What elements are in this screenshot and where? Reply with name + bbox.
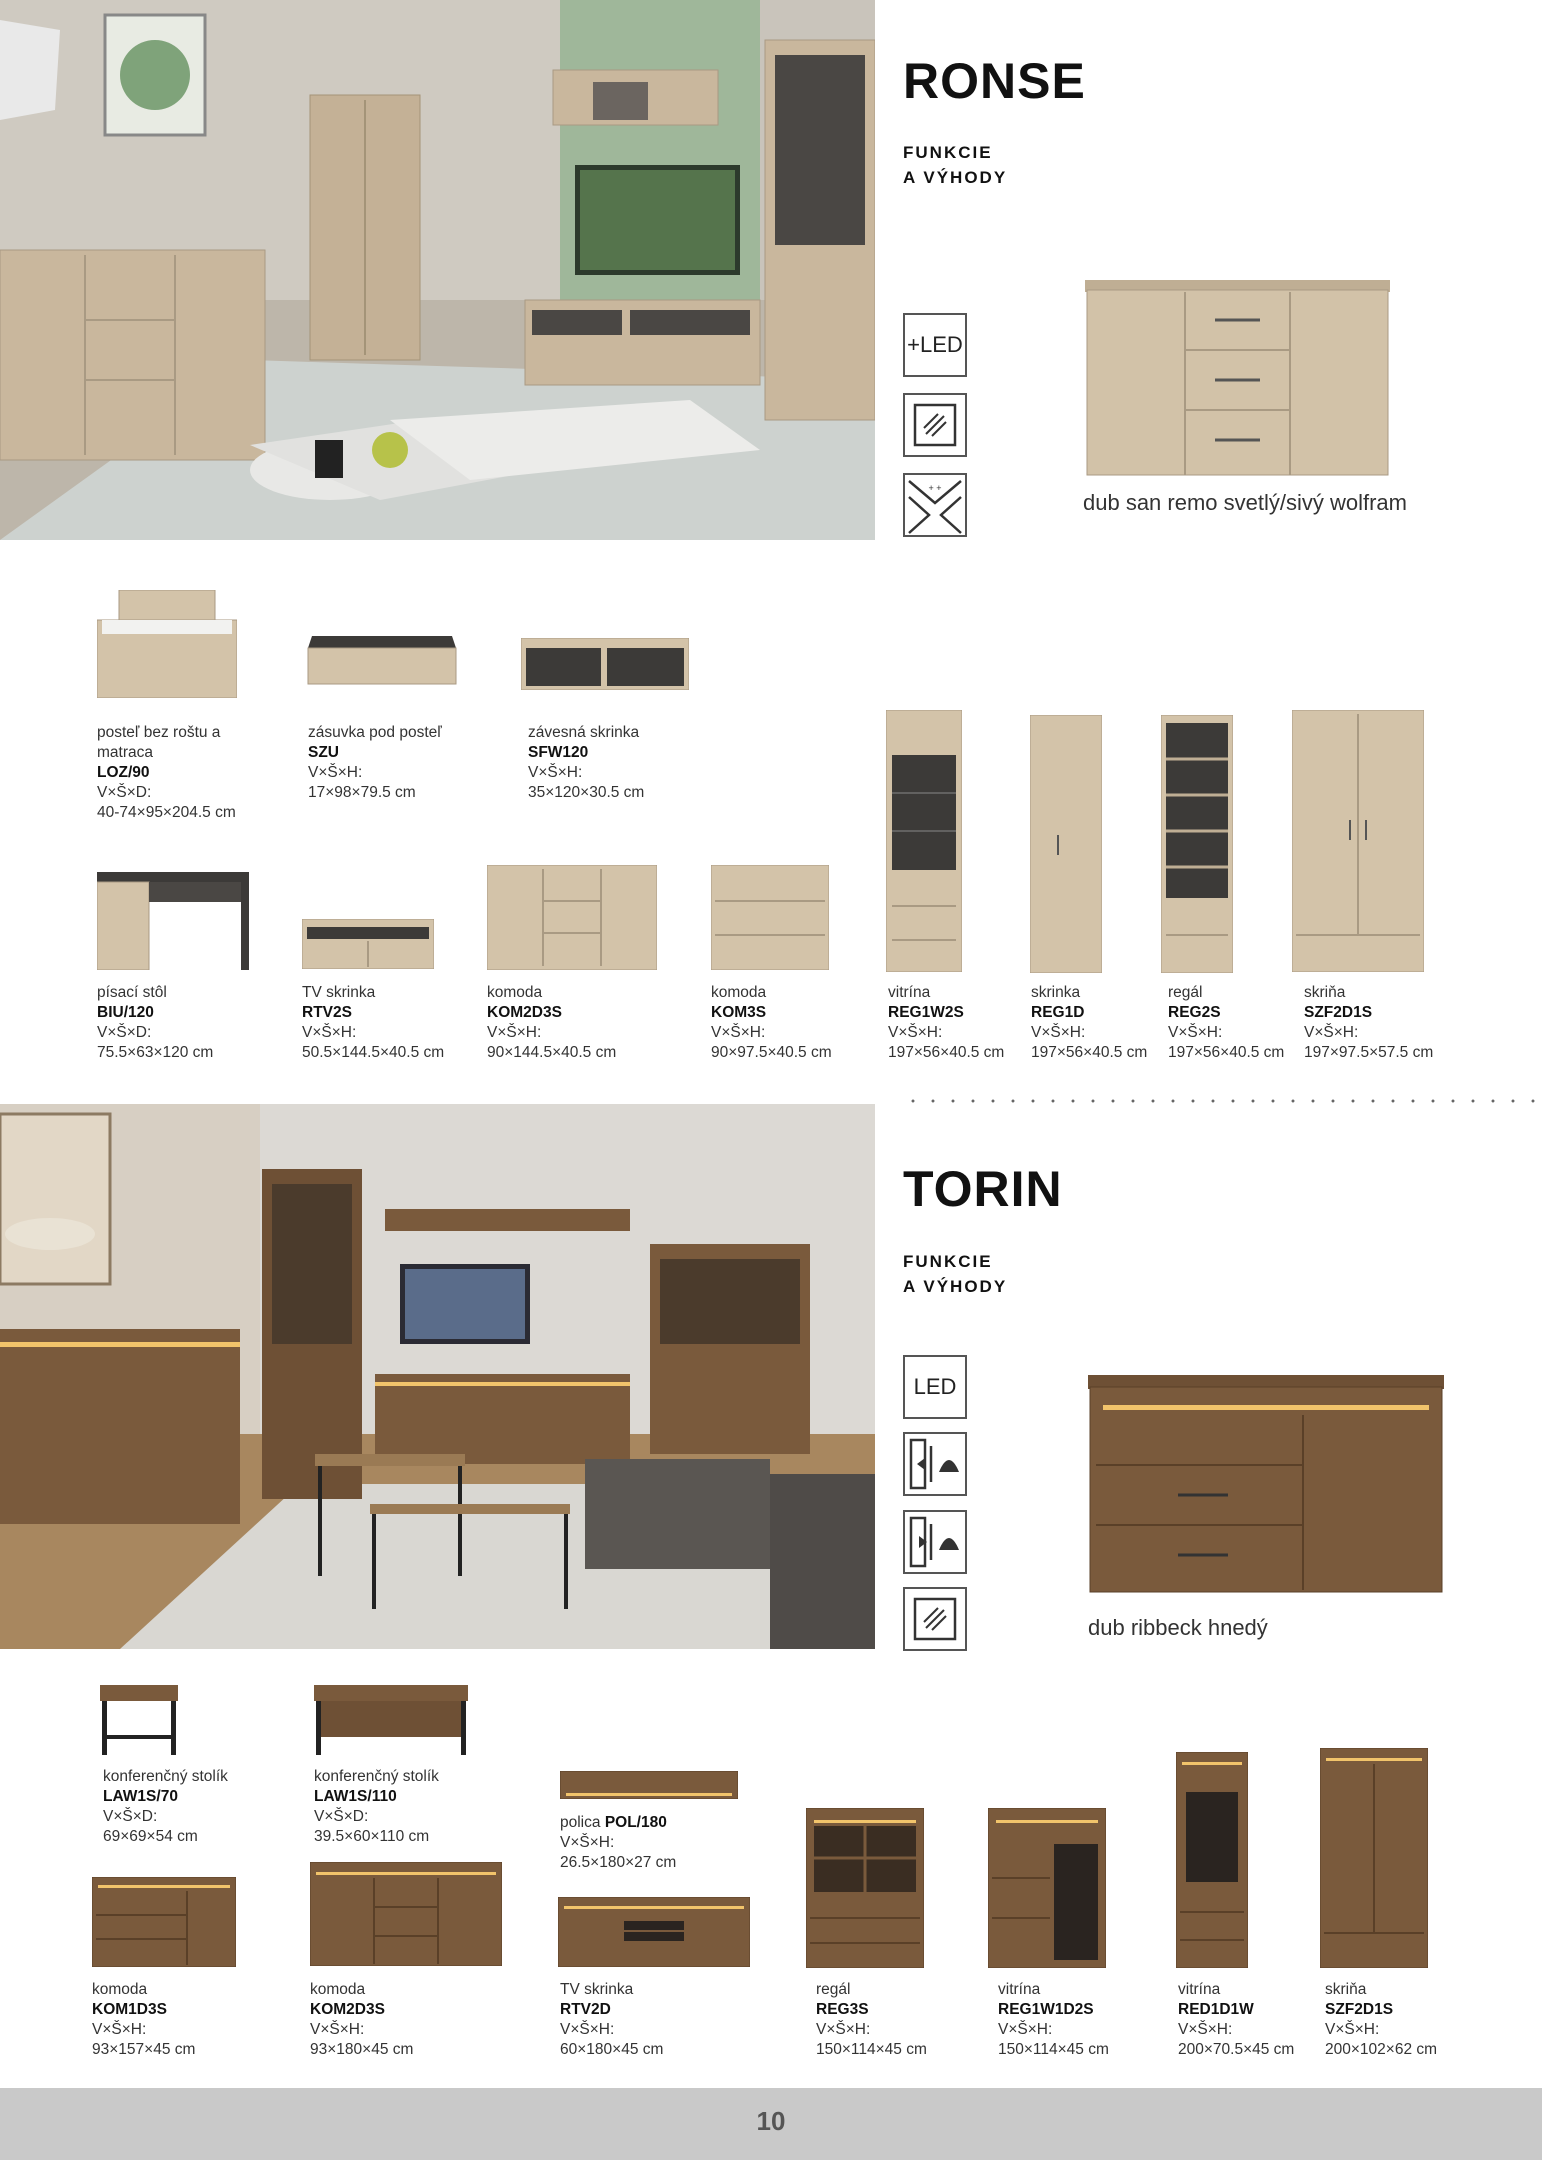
item-dims: 197×56×40.5 cm bbox=[888, 1044, 1005, 1061]
item-code: LAW1S/70 bbox=[103, 1788, 178, 1805]
torin-room-photo bbox=[0, 1104, 875, 1649]
torin-coffee-table-large-image bbox=[314, 1685, 468, 1760]
torin-chest-small-image bbox=[92, 1877, 236, 1972]
item-name: komoda bbox=[92, 1981, 148, 1998]
torin-features-line2: A VÝHODY bbox=[903, 1277, 1008, 1296]
item-dim-label: V×Š×D: bbox=[97, 784, 152, 801]
item-name: skrinka bbox=[1031, 984, 1081, 1001]
item-dim-label: V×Š×H: bbox=[310, 2021, 365, 2038]
item-dim-label: V×Š×D: bbox=[97, 1024, 152, 1041]
item-name: závesná skrinka bbox=[528, 724, 640, 741]
torin-item-vitrine-tall bbox=[1178, 1980, 1294, 2060]
torin-item-wardrobe bbox=[1325, 1980, 1437, 2060]
item-dim-label: V×Š×H: bbox=[1304, 1024, 1359, 1041]
ronse-chest-image bbox=[711, 865, 829, 975]
ronse-vitrine-image bbox=[886, 710, 962, 977]
item-name: posteľ bez roštu a bbox=[97, 724, 221, 741]
ronse-item-wardrobe bbox=[1304, 983, 1433, 1063]
item-code: SFW120 bbox=[528, 744, 589, 761]
ronse-item-wall-cabinet bbox=[528, 723, 644, 803]
led-icon-label: LED bbox=[913, 1374, 957, 1399]
item-dim-label: V×Š×H: bbox=[528, 764, 583, 781]
torin-wall-shelf-image bbox=[560, 1771, 738, 1804]
torin-tv-cabinet-image bbox=[558, 1897, 750, 1972]
item-dim-label: V×Š×H: bbox=[888, 1024, 943, 1041]
item-dim-label: V×Š×H: bbox=[998, 2021, 1053, 2038]
item-dim-label: V×Š×H: bbox=[1178, 2021, 1233, 2038]
torin-sideboard-finish-image bbox=[1088, 1375, 1444, 1602]
item-name: TV skrinka bbox=[560, 1981, 634, 1998]
item-dims: 17×98×79.5 cm bbox=[308, 784, 416, 801]
item-name: písací stôl bbox=[97, 984, 167, 1001]
item-dims: 197×97.5×57.5 cm bbox=[1304, 1044, 1434, 1061]
item-dim-label: V×Š×H: bbox=[711, 1024, 766, 1041]
glass-icon bbox=[903, 1587, 967, 1651]
ronse-wardrobe-image bbox=[1292, 710, 1424, 977]
item-dims: 50.5×144.5×40.5 cm bbox=[302, 1044, 445, 1061]
ronse-item-vitrine bbox=[888, 983, 1004, 1063]
led-icon-label: +LED bbox=[907, 332, 963, 357]
item-dims: 197×56×40.5 cm bbox=[1168, 1044, 1285, 1061]
ronse-item-tv-cabinet bbox=[302, 983, 444, 1063]
torin-item-chest-large bbox=[310, 1980, 413, 2060]
ronse-item-cabinet bbox=[1031, 983, 1147, 1063]
ronse-features-line2: A VÝHODY bbox=[903, 168, 1008, 187]
ronse-desk-image bbox=[97, 872, 249, 975]
item-code: KOM2D3S bbox=[310, 2001, 385, 2018]
item-name: komoda bbox=[711, 984, 767, 1001]
torin-chest-large-image bbox=[310, 1862, 502, 1971]
item-dims: 150×114×45 cm bbox=[816, 2041, 927, 2058]
item-dims: 90×97.5×40.5 cm bbox=[711, 1044, 832, 1061]
item-dims: 40-74×95×204.5 cm bbox=[97, 804, 236, 821]
torin-item-vitrine-wide bbox=[998, 1980, 1109, 2060]
item-code: KOM3S bbox=[711, 1004, 767, 1021]
item-name: komoda bbox=[310, 1981, 366, 1998]
item-code: SZF2D1S bbox=[1325, 2001, 1394, 2018]
item-code: REG1D bbox=[1031, 1004, 1085, 1021]
item-name: vitrína bbox=[888, 984, 931, 1001]
item-code: KOM1D3S bbox=[92, 2001, 167, 2018]
item-code: REG1W2S bbox=[888, 1004, 964, 1021]
torin-coffee-table-small-image bbox=[100, 1685, 178, 1760]
torin-item-wall-shelf bbox=[560, 1813, 676, 1873]
item-dims: 39.5×60×110 cm bbox=[314, 1828, 430, 1845]
ronse-room-photo bbox=[0, 0, 875, 540]
soft-close-icon bbox=[903, 1432, 967, 1496]
item-name: zásuvka pod posteľ bbox=[308, 724, 442, 741]
item-dims: 150×114×45 cm bbox=[998, 2041, 1109, 2058]
mounting-hook-icon bbox=[903, 473, 967, 537]
ronse-item-bed-drawer bbox=[308, 723, 442, 803]
item-name: polica bbox=[560, 1814, 605, 1831]
item-code: LOZ/90 bbox=[97, 764, 150, 781]
svg-text:+ +: + + bbox=[928, 483, 942, 493]
ronse-bed-drawer-image bbox=[306, 636, 458, 691]
ronse-item-shelf-unit bbox=[1168, 983, 1284, 1063]
torin-vitrine-wide-image bbox=[988, 1808, 1106, 1973]
item-code: BIU/120 bbox=[97, 1004, 154, 1021]
item-name: skriňa bbox=[1325, 1981, 1367, 1998]
torin-features-heading bbox=[903, 1249, 1007, 1299]
item-dims: 35×120×30.5 cm bbox=[528, 784, 645, 801]
item-dims: 60×180×45 cm bbox=[560, 2041, 664, 2058]
ronse-shelf-unit-image bbox=[1161, 715, 1233, 978]
item-code: SZU bbox=[308, 744, 339, 761]
item-dim-label: V×Š×H: bbox=[308, 764, 363, 781]
item-name: vitrína bbox=[1178, 1981, 1221, 1998]
torin-vitrine-tall-image bbox=[1176, 1752, 1248, 1973]
torin-title: TORIN bbox=[903, 1161, 1063, 1217]
ronse-sideboard-image bbox=[487, 865, 657, 975]
page-footer bbox=[0, 2088, 1542, 2160]
item-name: regál bbox=[816, 1981, 851, 1998]
item-dim-label: V×Š×H: bbox=[560, 2021, 615, 2038]
ronse-bed-image bbox=[97, 590, 237, 703]
page-number: 10 bbox=[756, 2106, 786, 2136]
item-dim-label: V×Š×H: bbox=[1168, 1024, 1223, 1041]
item-name: skriňa bbox=[1304, 984, 1346, 1001]
ronse-features-line1: FUNKCIE bbox=[903, 143, 993, 162]
item-dims: 197×56×40.5 cm bbox=[1031, 1044, 1148, 1061]
item-dim-label: V×Š×H: bbox=[92, 2021, 147, 2038]
item-code: LAW1S/110 bbox=[314, 1788, 397, 1805]
ronse-wall-cabinet-image bbox=[521, 638, 689, 695]
item-dims: 69×69×54 cm bbox=[103, 1828, 198, 1845]
ronse-item-bed bbox=[97, 723, 236, 823]
item-dim-label: V×Š×H: bbox=[1031, 1024, 1086, 1041]
torin-item-chest-small bbox=[92, 1980, 195, 2060]
item-name: regál bbox=[1168, 984, 1203, 1001]
item-dims: 93×157×45 cm bbox=[92, 2041, 196, 2058]
ronse-sideboard-finish-image bbox=[1085, 280, 1390, 485]
item-code: KOM2D3S bbox=[487, 1004, 562, 1021]
ronse-title: RONSE bbox=[903, 53, 1086, 109]
torin-item-tv-cabinet bbox=[560, 1980, 663, 2060]
item-dim-label: V×Š×H: bbox=[487, 1024, 542, 1041]
ronse-tv-cabinet-image bbox=[302, 919, 434, 974]
item-dim-label: V×Š×H: bbox=[1325, 2021, 1380, 2038]
item-name: vitrína bbox=[998, 1981, 1041, 1998]
ronse-item-chest bbox=[711, 983, 832, 1063]
item-code: SZF2D1S bbox=[1304, 1004, 1373, 1021]
item-dims: 200×70.5×45 cm bbox=[1178, 2041, 1295, 2058]
item-name: komoda bbox=[487, 984, 543, 1001]
ronse-item-desk bbox=[97, 983, 213, 1063]
torin-features-line1: FUNKCIE bbox=[903, 1252, 993, 1271]
item-name-2: matraca bbox=[97, 744, 153, 761]
led-icon bbox=[903, 1355, 967, 1419]
item-dims: 90×144.5×40.5 cm bbox=[487, 1044, 617, 1061]
item-name: konferenčný stolík bbox=[314, 1768, 439, 1785]
torin-finish-label: dub ribbeck hnedý bbox=[1088, 1615, 1268, 1640]
section-divider bbox=[903, 1099, 1542, 1103]
ronse-cabinet-image bbox=[1030, 715, 1102, 978]
item-dim-label: V×Š×H: bbox=[816, 2021, 871, 2038]
ronse-finish-label: dub san remo svetlý/sivý wolfram bbox=[1083, 490, 1407, 515]
item-code: POL/180 bbox=[604, 1814, 667, 1831]
item-dims: 200×102×62 cm bbox=[1325, 2041, 1438, 2058]
item-code: RED1D1W bbox=[1178, 2001, 1254, 2018]
item-code: REG2S bbox=[1168, 1004, 1221, 1021]
item-dim-label: V×Š×D: bbox=[103, 1808, 158, 1825]
glass-icon bbox=[903, 393, 967, 457]
item-dims: 26.5×180×27 cm bbox=[560, 1854, 677, 1871]
item-dims: 75.5×63×120 cm bbox=[97, 1044, 214, 1061]
push-open-icon bbox=[903, 1510, 967, 1574]
item-code: RTV2S bbox=[302, 1004, 352, 1021]
torin-item-shelf-unit bbox=[816, 1980, 927, 2060]
item-code: REG3S bbox=[816, 2001, 869, 2018]
led-icon bbox=[903, 313, 967, 377]
item-dim-label: V×Š×H: bbox=[560, 1834, 615, 1851]
torin-shelf-unit-image bbox=[806, 1808, 924, 1973]
torin-item-coffee-table-small bbox=[103, 1767, 228, 1847]
item-code: RTV2D bbox=[560, 2001, 611, 2018]
item-name: TV skrinka bbox=[302, 984, 376, 1001]
ronse-features-heading bbox=[903, 140, 1007, 190]
item-name: konferenčný stolík bbox=[103, 1768, 228, 1785]
ronse-item-sideboard bbox=[487, 983, 616, 1063]
torin-wardrobe-image bbox=[1320, 1748, 1428, 1973]
item-dims: 93×180×45 cm bbox=[310, 2041, 414, 2058]
item-code: REG1W1D2S bbox=[998, 2001, 1094, 2018]
item-dim-label: V×Š×D: bbox=[314, 1808, 369, 1825]
item-dim-label: V×Š×H: bbox=[302, 1024, 357, 1041]
torin-item-coffee-table-large bbox=[314, 1767, 439, 1847]
